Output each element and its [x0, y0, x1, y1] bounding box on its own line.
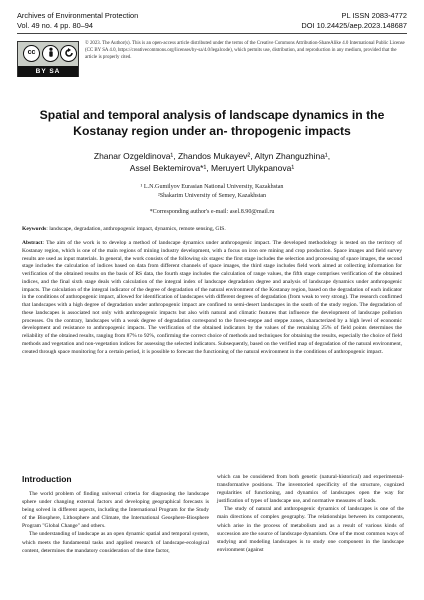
paragraph: which can be considered from both genetic (natural-historical) and experimental-transformative positions. The inventoried specificity of the structure, cognized regularities of functioning, and dynamics of landscapes open the way for justification of types of landscape use, and normative measures of loads. — [217, 474, 404, 505]
corresponding-author: *Corresponding author's e-mail: asel.8.90@mail.ru — [149, 209, 275, 215]
body-column-left — [22, 490, 209, 555]
cc-icon: cc — [23, 45, 40, 62]
license-text: © 2023. The Author(s). This is an open-access article distributed under the terms of the Creative Commons Attribution-ShareAlike 4.0 International Public License (CC BY SA 4.0, https://creativecommons.org/licenses/by-sa/4.0/legalcode), which permits use, distribution, and reproduction in any medium, provided that the article is properly cited. — [85, 41, 405, 61]
abstract-text: : The aim of the work is to develop a method of landscape dynamics under anthropogenic impact. The developed methodology is tested on the territory of Kostanay region, which is one of the main regions of mining industry development, with a focus on iron ore mining and crop production. Space images and field survey results are used as input materials. In general, the work consists of the following six stages: the first stage includes the selection and processing of space images, the second stage includes the calculation of indices based on data from different channels of space images, the third stage includes field work aimed at collecting information for verification of the obtained results on the basis of RS data, the fourth stage includes the calculation of range values, the fifth stage comprises verification of the obtained indices, and the final sixth stage deals with calculation of the integral index of landscape degradation degree and analysis of landscape dynamics under anthropogenic impacts. The calculation of the integral indicator of the degree of degradation of the natural environment of the Kostanay region, based on the degradation of each indicator in the conditions of anthropogenic impact, allowed for identification of landscapes with different degrees of degradation (from weak to very strong). The research confirmed that landscapes with a high degree of degradation under anthropogenic impact are confined to semi-desert landscapes in the south of the study region. The degradation of these landscapes is associated not only with anthropogenic impacts but also with natural and climatic features that influence the development of landscape pollution processes. On the contrary, landscapes with a weak degree of degradation correspond to the forest-steppe and steppe zones, characterized by a high level of economic development and resistance to anthropogenic impacts. The verification of the obtained indicators by the values of the remaining 25% of field points determines the reliability of the obtained results, ranging from 87% to 92%, confirming the correct choice of methods and techniques for obtaining the results, especially the choice of field methods and vegetation and non-vegetation indices for assessing the selected indicators. Subsequently, based on the verified map of degradation of the natural environment, created through space monitoring for a certain period, it is possible to forecast the functioning of the natural environment in the conditions of anthropogenic impact. — [22, 240, 402, 355]
paragraph: The understanding of landscape as an open dynamic spatial and temporal system, which meets the fundamental tasks and applied research of landscape-ecological content, determines the mandatory consideration of the time factor, — [22, 531, 209, 554]
paragraph: The world problem of finding universal criteria for diagnosing the landscape sphere under changing external factors and developing geographical forecasts is being solved in different aspects, including the International Program for the Study of the Biosphere, Lithosphere and Climate, the International Geosphere-Biosphere Program "Global Change" and others. — [22, 491, 209, 530]
affiliations: ¹ L.N.Gumilyov Eurasian National University, Kazakhstan ²Shakarim University of Semey, Kazakhstan — [140, 184, 284, 199]
journal-name: Archives of Environmental Protection — [17, 11, 139, 20]
doi: DOI 10.24425/aep.2023.148687 — [301, 21, 407, 30]
person-icon — [42, 45, 59, 62]
issn: PL ISSN 2083-4772 — [341, 11, 407, 20]
share-alike-icon — [60, 45, 77, 62]
issn-info — [301, 11, 407, 31]
section-heading-introduction: Introduction — [22, 474, 72, 484]
paragraph: The study of natural and anthropogenic dynamics of landscapes is one of the main directions of complex geography. The relationships between its components, which arise in the process of metabolism and as a result of various kinds of succession are the source of landscape dynamism. One of the most common ways of studying and modeling landscapes is to study one component in the landscape environment (against — [217, 506, 404, 553]
keywords — [22, 225, 402, 233]
keywords-text: : landscape, degradation, anthropogenic impact, dynamics, remote sensing, GIS. — [46, 226, 226, 232]
header-divider — [17, 33, 407, 34]
journal-info — [17, 11, 138, 31]
license-logo-label: BY SA — [18, 66, 78, 77]
abstract-label: Abstract — [22, 240, 43, 246]
author-list: Zhanar Ozgeldinova¹, Zhandos Mukayev², Altyn Zhanguzhina¹, Assel Bektemirova*¹, Meruyert Ulykpanova¹ — [93, 151, 331, 173]
body-column-right — [217, 473, 404, 554]
cc-by-sa-logo — [17, 41, 79, 77]
keywords-label: Keywords — [22, 226, 47, 232]
license-block — [17, 39, 407, 81]
journal-header — [17, 11, 407, 33]
abstract — [22, 240, 402, 356]
journal-volume: Vol. 49 no. 4 pp. 80–94 — [17, 21, 94, 30]
article-title: Spatial and temporal analysis of landscape dynamics in the Kostanay region under an- thropogenic impacts — [39, 108, 385, 138]
